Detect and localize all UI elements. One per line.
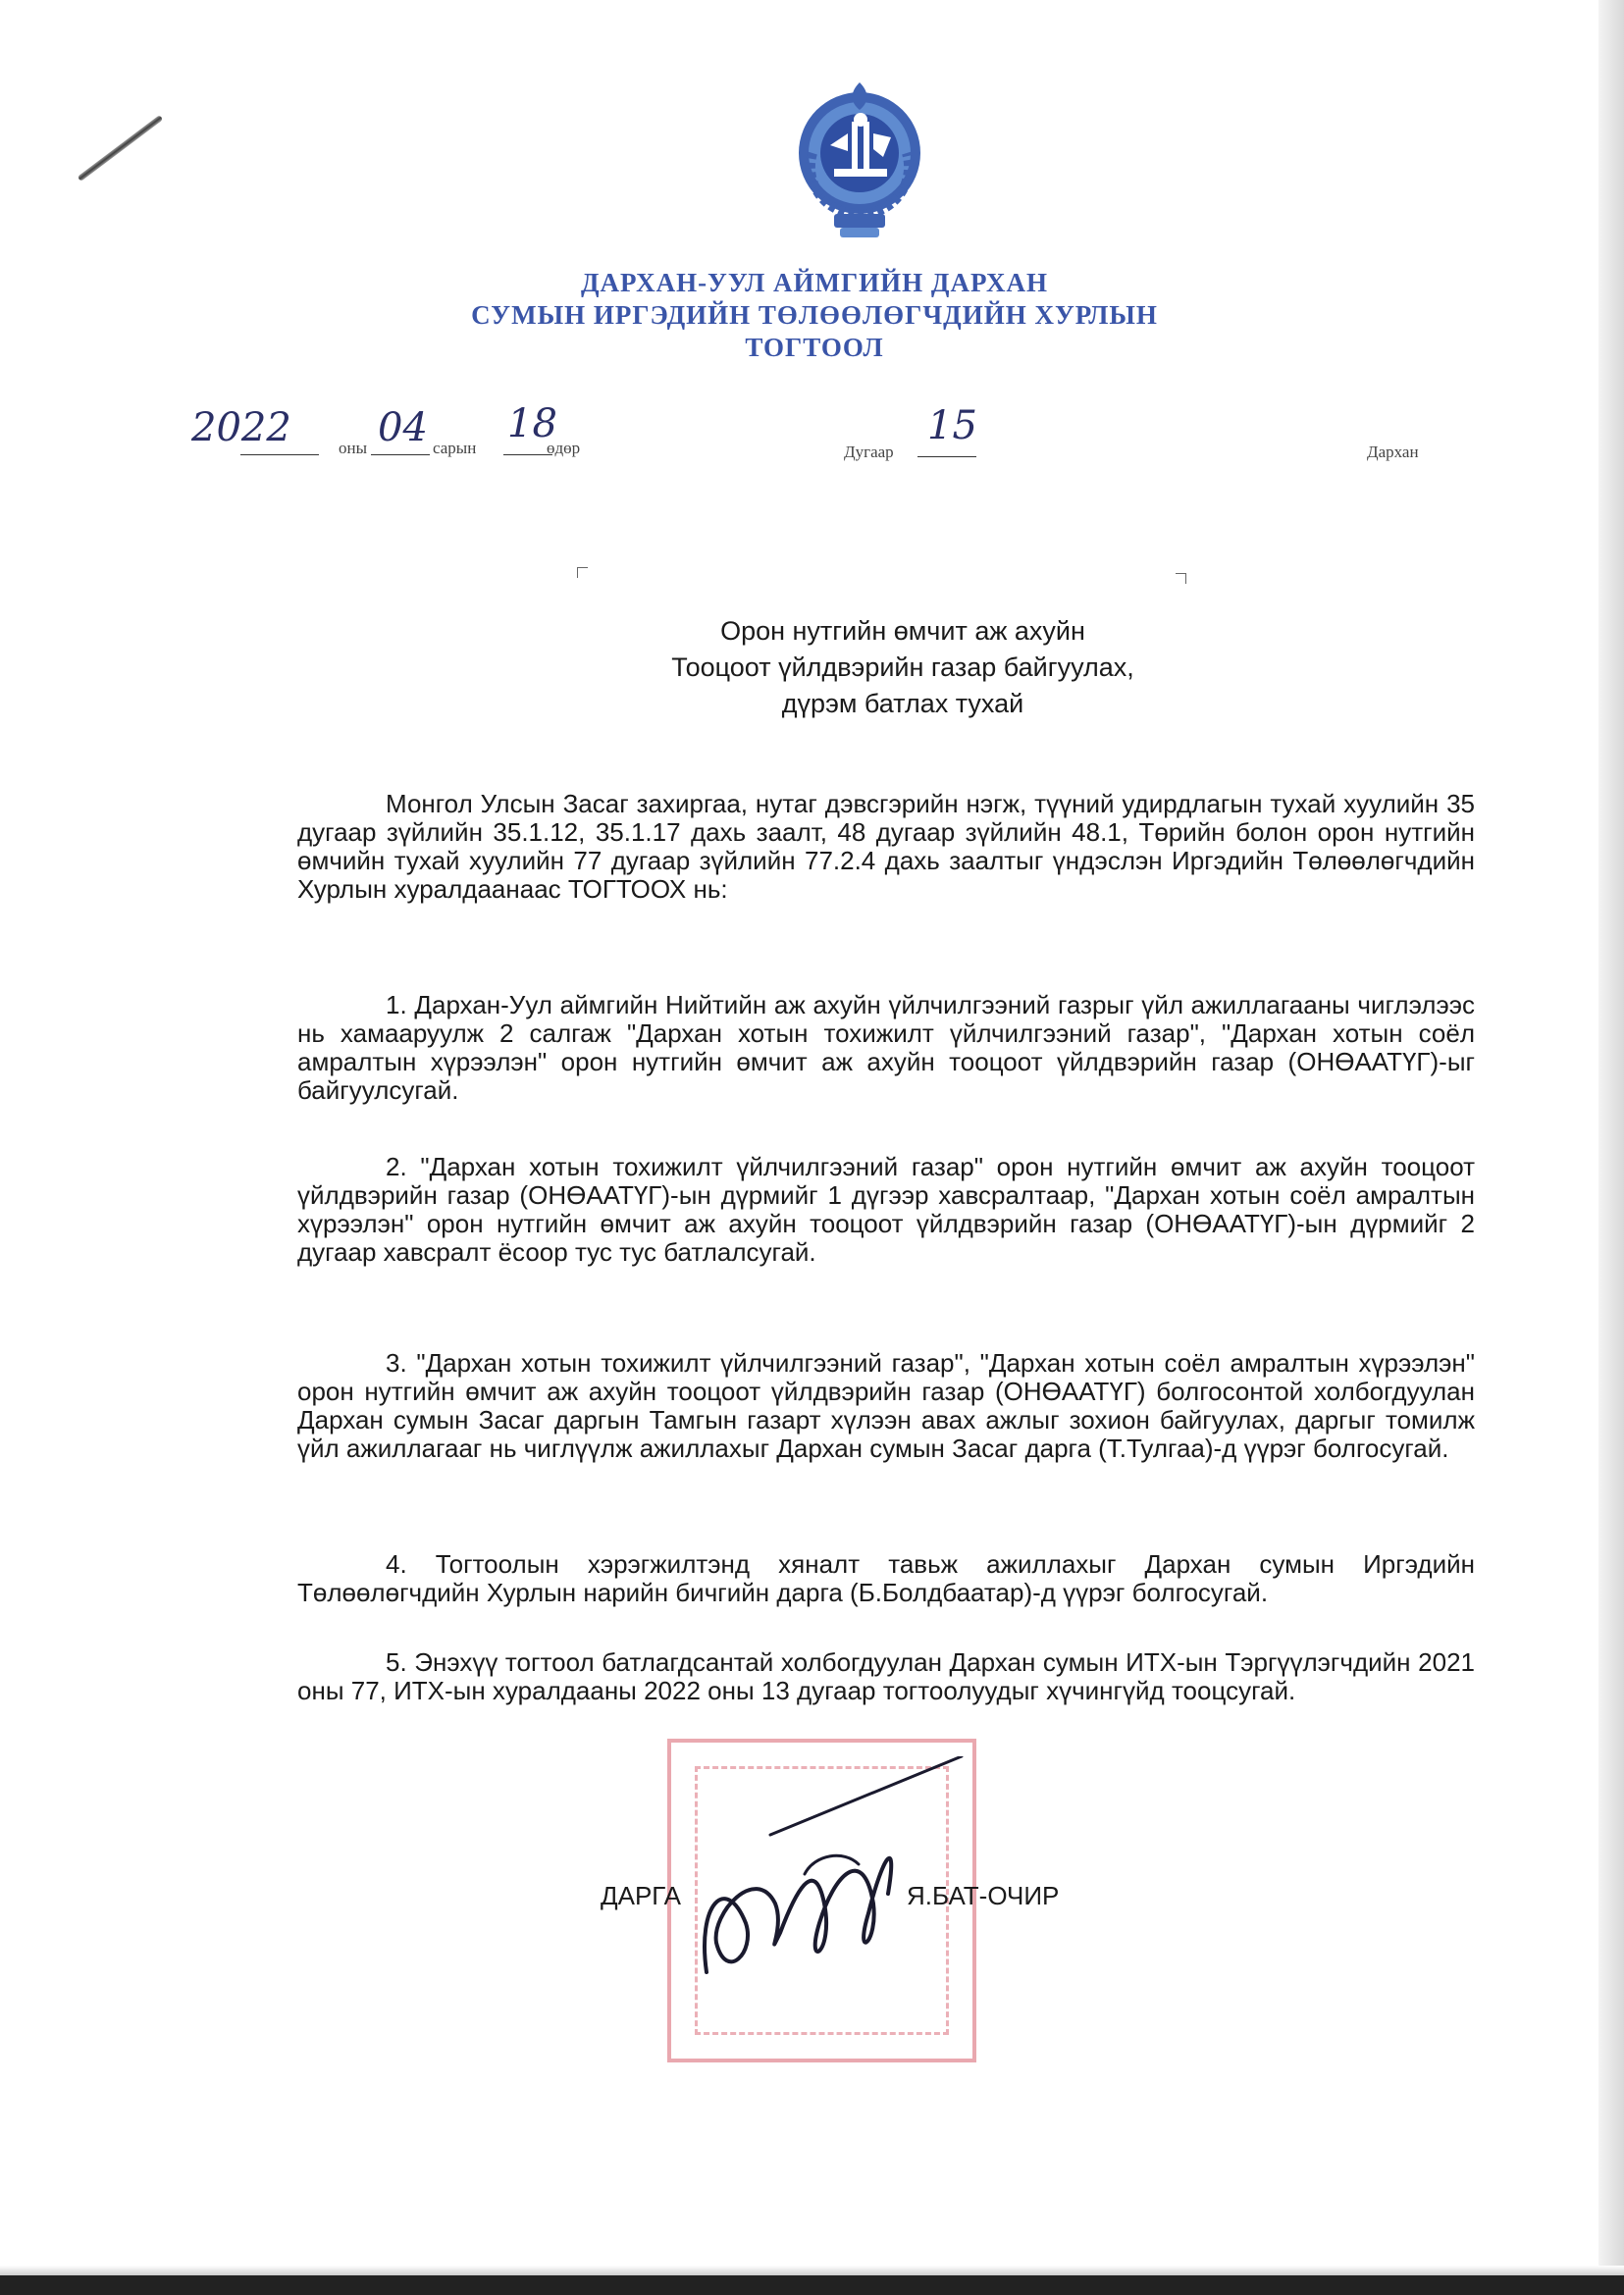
title-line-1: Орон нутгийн өмчит аж ахуйн <box>720 616 1085 646</box>
item-4-text: 4. Тогтоолын хэрэгжилтэнд хяналт тавьж ажиллахыг Дархан сумын Иргэдийн Төлөөлөгчдийн Хурлын нарийн бичгийн дарга (Б.Болдбаатар)-д үүрэг болгосугай. <box>297 1549 1475 1607</box>
title-corner-right <box>1176 573 1186 584</box>
page-edge-shade <box>0 2266 1624 2275</box>
signatory-name: Я.БАТ-ОЧИР <box>907 1881 1060 1910</box>
preamble-paragraph <box>297 790 1475 904</box>
title-line-2: Тооцоот үйлдвэрийн газар байгуулах, <box>671 652 1134 682</box>
item-3-text: 3. "Дархан хотын тохижилт үйлчилгээний газар", "Дархан хотын соёл амралтын хүрээлэн" орон нутгийн өмчит аж ахуйн тооцоот үйлдвэрийн газар (ОНӨААТҮГ) болгосонтой холбогдуулан Дархан сумын Засаг даргын Тамгын газарт хүлээн авах ажлыг зохион байгуулах, даргыг томилж үйл ажиллагааг нь чиглүүлж ажиллахыг Дархан сумын Засаг дарга (Т.Тулгаа)-д үүрэг болгосугай. <box>297 1348 1475 1463</box>
issuer-line-1: ДАРХАН-УУЛ АЙМГИЙН ДАРХАН <box>580 268 1049 297</box>
item-5-text: 5. Энэхүү тогтоол батлагдсантай холбогдуулан Дархан сумын ИТХ-ын Тэргүүлэгчдийн 2021 оны 77, ИТХ-ын хуралдааны 2022 оны 13 дугаар тогтоолуудыг хүчингүйд тооцсугай. <box>297 1647 1475 1705</box>
date-month: 04 <box>378 405 428 450</box>
number-underline <box>917 456 976 457</box>
month-suffix: сарын <box>433 439 477 457</box>
staple-mark <box>78 115 163 182</box>
document-type: ТОГТООЛ <box>745 333 884 362</box>
signature-icon <box>687 1756 981 2011</box>
date-day: 18 <box>507 401 557 446</box>
page-edge <box>1598 0 1624 2295</box>
title-line-3: дүрэм батлах тухай <box>781 689 1024 718</box>
item-5-paragraph <box>297 1648 1475 1705</box>
item-1-paragraph <box>297 991 1475 1105</box>
date-row <box>191 401 1467 466</box>
state-emblem-icon <box>791 77 928 243</box>
month-underline <box>371 454 430 455</box>
day-suffix: өдөр <box>547 439 581 457</box>
date-year: 2022 <box>191 405 291 450</box>
item-3-paragraph <box>297 1349 1475 1463</box>
title-corner-left <box>577 567 588 578</box>
number-label: Дугаар <box>844 443 894 461</box>
issuer-line-2: СУМЫН ИРГЭДИЙН ТӨЛӨӨЛӨГЧДИЙН ХУРЛЫН <box>471 300 1158 330</box>
item-4-paragraph <box>297 1550 1475 1607</box>
preamble-text: Монгол Улсын Засаг захиргаа, нутаг дэвсгэрийн нэгж, түүний удирдлагын тухай хуулийн 35 дугаар зүйлийн 35.1.12, 35.1.17 дахь заалт, 48 дугаар зүйлийн 48.1, Төрийн болон орон нутгийн өмчийн тухай хуулийн 77 дугаар зүйлийн 77.2.4 дахь заалтыг үндэслэн Иргэдийн Төлөөлөгчдийн Хурлын хуралдаанаас ТОГТООХ нь: <box>297 789 1475 904</box>
issuer-header <box>373 267 1256 364</box>
year-underline <box>240 454 319 455</box>
item-1-text: 1. Дархан-Уул аймгийн Нийтийн аж ахуйн үйлчилгээний газрыг үйл ажиллагааны чиглэлээс нь хамааруулж 2 салгаж "Дархан хотын тохижилт үйлчилгээний газар", "Дархан хотын соёл амралтын хүрээлэн" орон нутгийн өмчит аж ахуйн тооцоот үйлдвэрийн газар (ОНӨААТҮГ)-ыг байгуулсугай. <box>297 990 1475 1105</box>
document-number: 15 <box>927 403 977 448</box>
document-title <box>550 613 1256 722</box>
year-suffix: оны <box>339 439 368 457</box>
item-2-paragraph <box>297 1153 1475 1267</box>
place-name: Дархан <box>1367 443 1419 461</box>
scan-border <box>0 2275 1624 2295</box>
signatory-title: ДАРГА <box>601 1881 681 1910</box>
item-2-text: 2. "Дархан хотын тохижилт үйлчилгээний газар" орон нутгийн өмчит аж ахуйн тооцоот үйлдвэрийн газар (ОНӨААТҮГ)-ын дүрмийг 1 дүгээр хавсралтаар, "Дархан хотын соёл амралтын хүрээлэн" орон нутгийн өмчит аж ахуйн тооцоот үйлдвэрийн газар (ОНӨААТҮГ)-ын дүрмийг 2 дугаар хавсралт ёсоор тус тус батлалсугай. <box>297 1152 1475 1267</box>
day-underline <box>503 454 552 455</box>
